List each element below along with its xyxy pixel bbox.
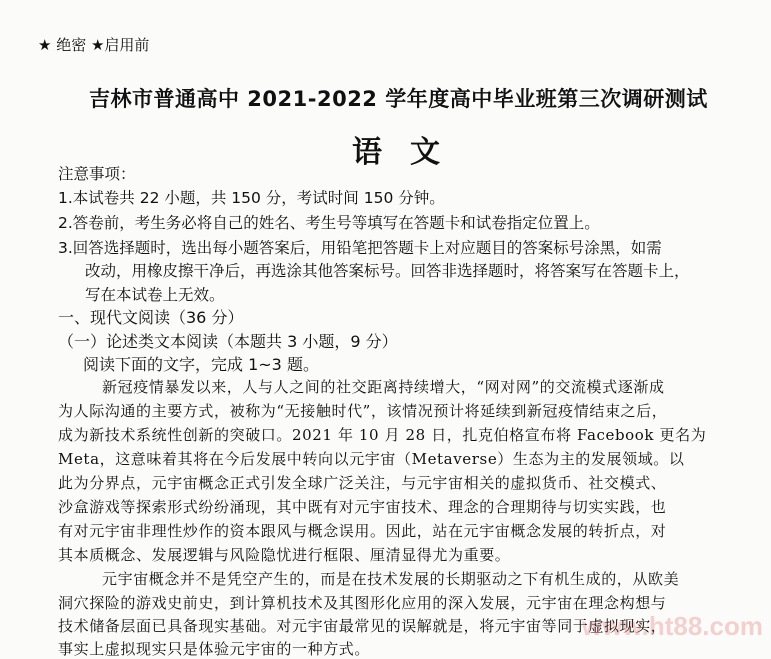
passage-line: 有对元宇宙非理性炒作的资本跟风与概念误用。因此，站在元宇宙概念发展的转折点，对 xyxy=(58,522,667,540)
passage-line: Meta，这意味着其将在今后发展中转向以元宇宙（Metaverse）生态为主的发展领域。以 xyxy=(58,450,685,468)
secret-mark: ★ 绝密 ★启用前 xyxy=(38,36,150,54)
notice-item: 3.回答选择题时，选出每小题答案后，用铅笔把答题卡上对应题目的答案标号涂黑，如需 xyxy=(58,239,662,257)
notice-item: 写在本试卷上无效。 xyxy=(85,286,225,304)
notice-item: 2.答卷前，考生务必将自己的姓名、考生号等填写在答题卡和试卷指定位置上。 xyxy=(58,214,600,232)
passage-line: 为人际沟通的主要方式，被称为“无接触时代”，该情况预计将延续到新冠疫情结束之后， xyxy=(58,402,668,420)
notice-heading: 注意事项： xyxy=(58,165,136,183)
passage-line: 沙盒游戏等探索形式纷纷涌现，其中既有对元宇宙技术、理念的合理期待与切实实践，也 xyxy=(58,498,667,516)
passage-line: 事实上虚拟现实只是体验元宇宙的一种方式。 xyxy=(58,640,371,658)
passage-line: 洞穴探险的游戏史前史，到计算机技术及其图形化应用的深入发展，元宇宙在理念构想与 xyxy=(58,594,667,612)
watermark: www.ht88.com xyxy=(581,611,763,641)
section-heading: 一、现代文阅读（36 分） xyxy=(58,308,244,327)
passage-line: 元宇宙概念并不是凭空产生的，而是在技术发展的长期驱动之下有机生成的，从欧美 xyxy=(102,570,680,588)
passage-line: 其本质概念、发展逻辑与风险隐忧进行框限、厘清显得尤为重要。 xyxy=(58,546,511,564)
passage-line: 新冠疫情暴发以来，人与人之间的社交距离持续增大，“网对网”的交流模式逐渐成 xyxy=(102,378,665,396)
subject-title: 语文 xyxy=(352,135,468,170)
section-subheading: （一）论述类文本阅读（本题共 3 小题，9 分） xyxy=(58,332,398,351)
notice-item: 1.本试卷共 22 小题，共 150 分，考试时间 150 分钟。 xyxy=(58,189,445,207)
passage-line: 技术储备层面已具备现实基础。对元宇宙最常见的误解就是，将元宇宙等同于虚拟现实， xyxy=(58,617,667,635)
notice-item: 改动，用橡皮擦干净后，再选涂其他答案标号。回答非选择题时，将答案写在答题卡上， xyxy=(85,262,690,280)
passage-line: 此为分界点，元宇宙概念正式引发全球广泛关注，与元宇宙相关的虚拟货币、社交模式、 xyxy=(58,474,667,492)
exam-title: 吉林市普通高中 2021-2022 学年度高中毕业班第三次调研测试 xyxy=(89,87,708,111)
section-instruction: 阅读下面的文字，完成 1~3 题。 xyxy=(83,355,319,374)
passage-line: 成为新技术系统性创新的突破口。2021 年 10 月 28 日，扎克伯格宣布将 Facebook 更名为 xyxy=(58,426,707,444)
